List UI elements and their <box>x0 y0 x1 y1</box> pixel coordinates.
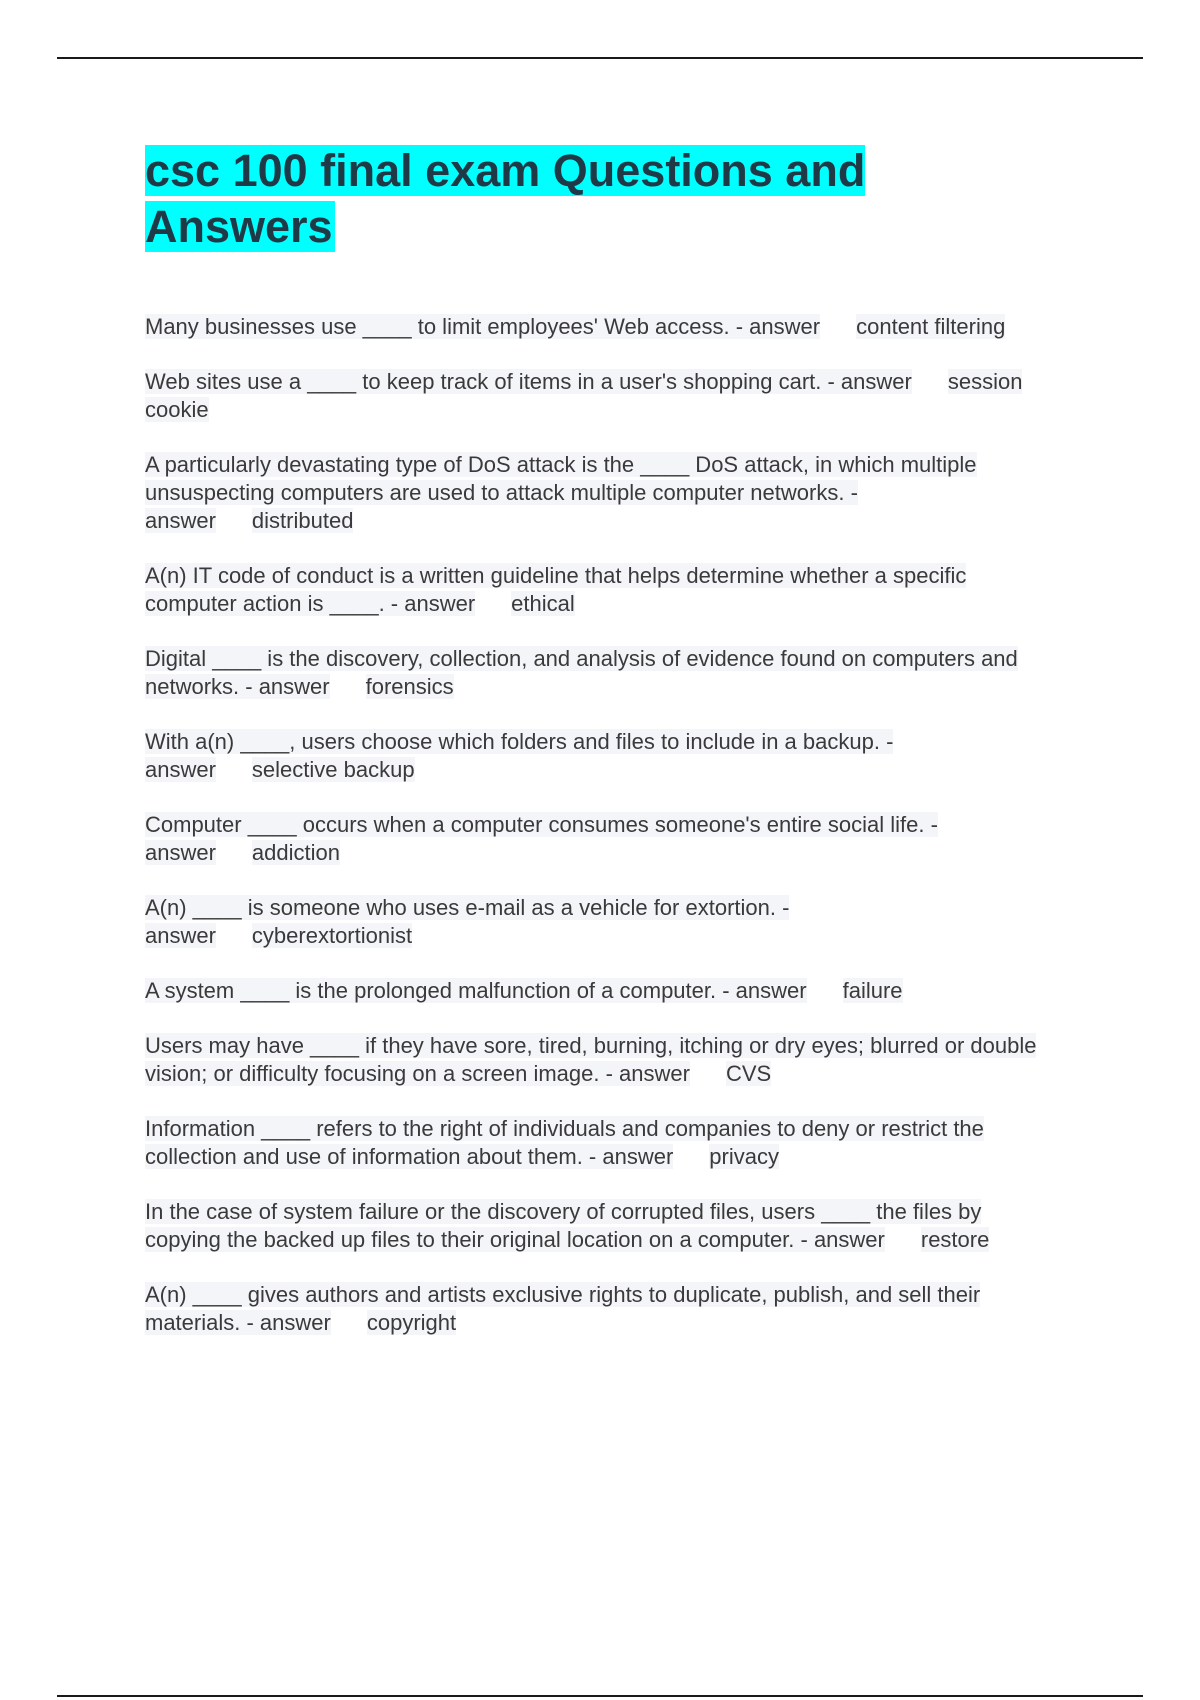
qa-item <box>145 1281 1080 1337</box>
answer-text: ethical <box>511 591 575 616</box>
question-text: In the case of system failure or the discovery of corrupted files, users ____ the files by copying the backed up files to their original location on a computer. - answer <box>145 1199 982 1252</box>
qa-item <box>145 1198 1080 1254</box>
qa-item <box>145 894 1080 950</box>
answer-text: cyberextortionist <box>251 923 413 948</box>
question-text: Web sites use a ____ to keep track of items in a user's shopping cart. - answer <box>145 369 912 394</box>
top-rule <box>57 57 1143 59</box>
qa-item <box>145 451 1080 535</box>
qa-item <box>145 313 1080 341</box>
qa-list <box>145 313 1080 1337</box>
bottom-rule <box>57 1695 1143 1697</box>
qa-item <box>145 645 1080 701</box>
qa-item <box>145 728 1080 784</box>
qa-item <box>145 1115 1080 1171</box>
answer-text: content filtering <box>856 314 1006 339</box>
question-text: A(n) ____ gives authors and artists exclusive rights to duplicate, publish, and sell their materials. - answer <box>145 1282 981 1335</box>
answer-text: session cookie <box>145 369 1023 422</box>
question-text: With a(n) ____, users choose which folders and files to include in a backup. - answer <box>145 729 894 782</box>
answer-text: failure <box>842 978 903 1003</box>
question-text: Users may have ____ if they have sore, tired, burning, itching or dry eyes; blurred or double vision; or difficulty focusing on a screen image. - answer <box>145 1033 1037 1086</box>
qa-item <box>145 977 1080 1005</box>
answer-text: forensics <box>365 674 454 699</box>
answer-text: selective backup <box>251 757 415 782</box>
qa-item <box>145 811 1080 867</box>
answer-text: CVS <box>725 1061 772 1086</box>
question-text: A(n) IT code of conduct is a written guideline that helps determine whether a specific computer action is ____. - answer <box>145 563 967 616</box>
document-title: csc 100 final exam Questions and Answers <box>145 145 866 252</box>
qa-item <box>145 368 1080 424</box>
answer-text: privacy <box>709 1144 779 1169</box>
answer-text: restore <box>920 1227 990 1252</box>
question-text: Many businesses use ____ to limit employees' Web access. - answer <box>145 314 821 339</box>
answer-text: copyright <box>366 1310 457 1335</box>
question-text: Computer ____ occurs when a computer consumes someone's entire social life. - answer <box>145 812 938 865</box>
document-body <box>145 143 1080 1364</box>
qa-item <box>145 562 1080 618</box>
question-text: Digital ____ is the discovery, collection, and analysis of evidence found on computers and networks. - answer <box>145 646 1018 699</box>
answer-text: distributed <box>251 508 354 533</box>
question-text: A particularly devastating type of DoS attack is the ____ DoS attack, in which multiple unsuspecting computers are used to attack multiple computer networks. - answer <box>145 452 977 533</box>
question-text: Information ____ refers to the right of individuals and companies to deny or restrict the collection and use of information about them. - answer <box>145 1116 984 1169</box>
answer-text: addiction <box>251 840 340 865</box>
qa-item <box>145 1032 1080 1088</box>
question-text: A(n) ____ is someone who uses e-mail as a vehicle for extortion. - answer <box>145 895 790 948</box>
question-text: A system ____ is the prolonged malfunction of a computer. - answer <box>145 978 807 1003</box>
